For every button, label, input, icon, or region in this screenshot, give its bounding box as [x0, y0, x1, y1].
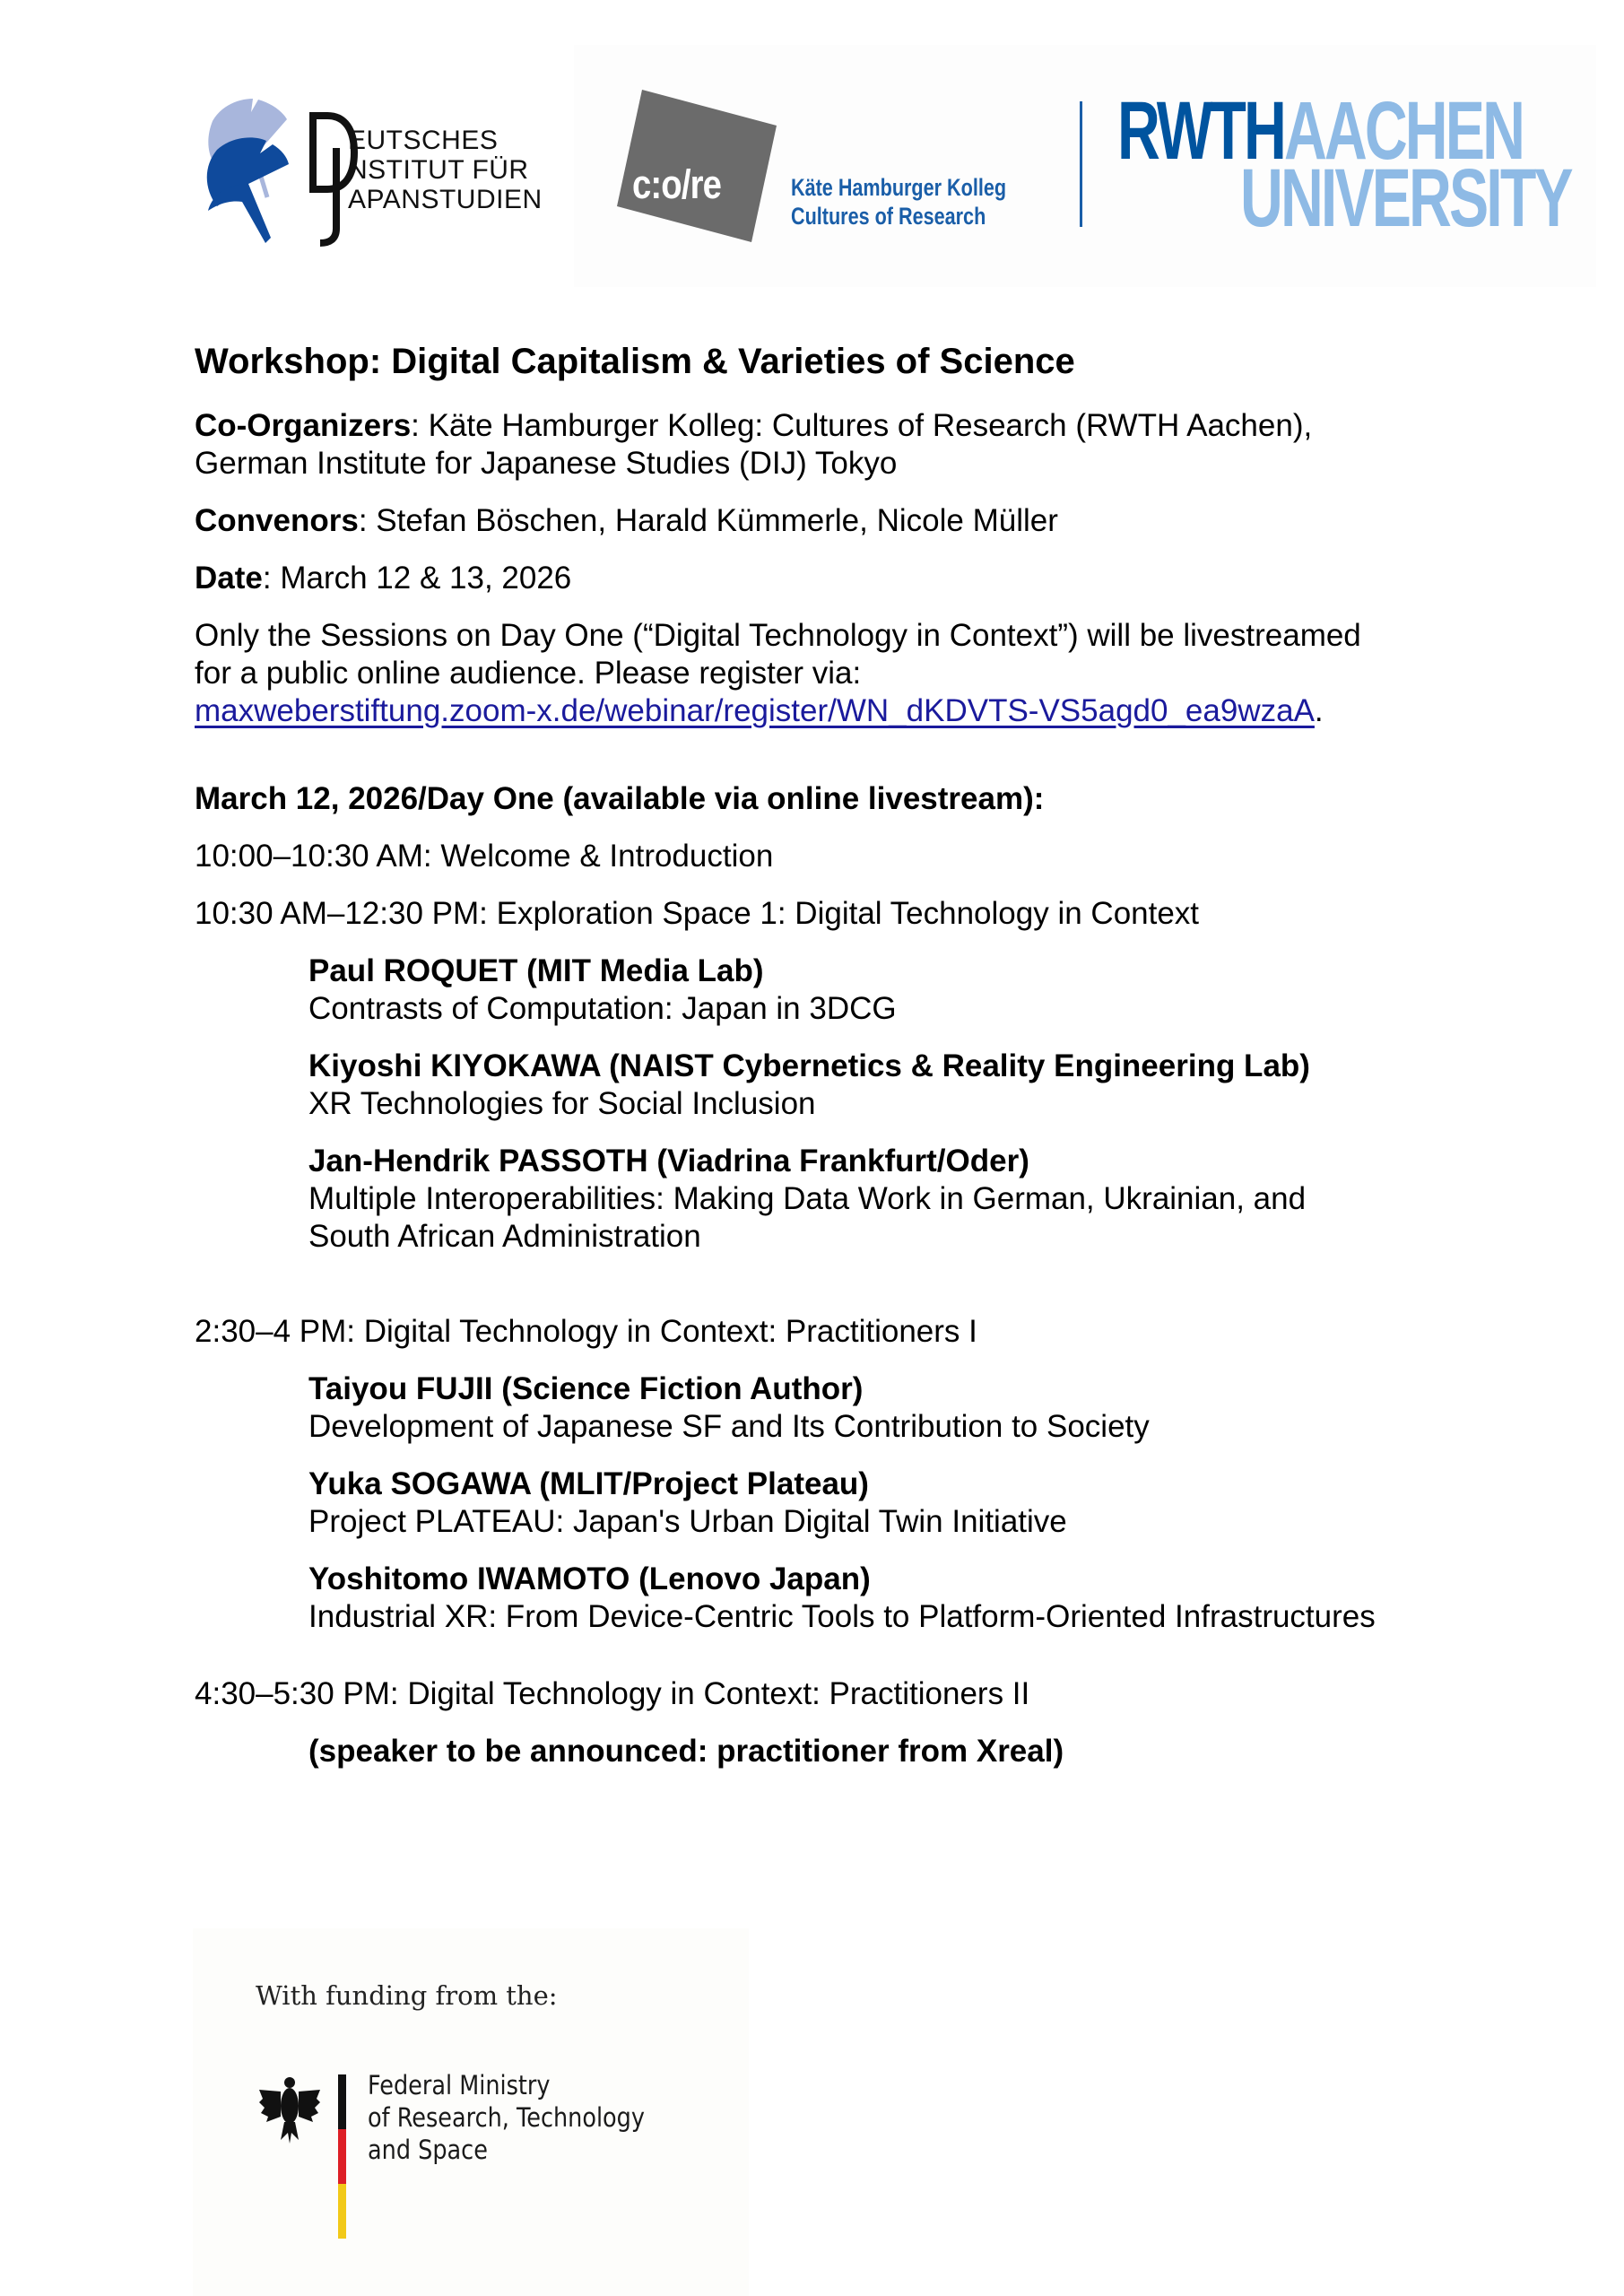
talk-item [308, 1143, 1385, 1256]
page-title: Workshop: Digital Capitalism & Varieties of Science [195, 342, 1075, 381]
livestream-note-line-1: Only the Sessions on Day One (“Digital Technology in Context”) will be livestreamed [195, 618, 1361, 653]
convenors-value: : Stefan Böschen, Harald Kümmerle, Nicole Müller [358, 503, 1058, 538]
dij-wordmark [348, 126, 543, 214]
schedule-slot-welcome: 10:00–10:30 AM: Welcome & Introduction [195, 839, 774, 874]
flag-stripe-red [338, 2129, 346, 2184]
talk-title: Multiple Interoperabilities: Making Data Work in German, Ukrainian, and South African Administration [308, 1181, 1307, 1254]
schedule-slot-practitioners-1: 2:30–4 PM: Digital Technology in Context: Practitioners I [195, 1314, 977, 1349]
event-date [195, 560, 1468, 597]
federal-eagle-icon [257, 2072, 322, 2145]
talk-speaker: Yoshitomo IWAMOTO (Lenovo Japan) [308, 1561, 871, 1596]
co-organizers [195, 407, 1468, 483]
registration-link[interactable]: maxweberstiftung.zoom-x.de/webinar/register/WN_dKDVTS-VS5agd0_ea9wzaA [195, 693, 1315, 728]
talk-title: XR Technologies for Social Inclusion [308, 1086, 816, 1121]
co-organizers-value-1: : Käte Hamburger Kolleg: Cultures of Research (RWTH Aachen), [411, 408, 1313, 443]
co-organizers-value-2: German Institute for Japanese Studies (DIJ) Tokyo [195, 446, 898, 481]
dij-line-3: APANSTUDIEN [348, 185, 543, 214]
talk-speaker: Taiyou FUJII (Science Fiction Author) [308, 1371, 864, 1406]
convenors [195, 502, 1468, 540]
talk-speaker: Jan-Hendrik PASSOTH (Viadrina Frankfurt/Oder) [308, 1144, 1029, 1178]
talk-title: Project PLATEAU: Japan's Urban Digital Twin Initiative [308, 1504, 1067, 1539]
document-body [195, 339, 1468, 1770]
german-flag-bar [338, 2074, 346, 2239]
funding-block [193, 1928, 749, 2296]
rwth-light-text: AACHEN [1283, 85, 1524, 177]
dij-line-1: EUTSCHES [348, 126, 499, 155]
rwth-wordmark-line-2: UNIVERSITY [1240, 152, 1571, 244]
khk-line-2: Cultures of Research [791, 203, 986, 230]
talk-speaker: Yuka SOGAWA (MLIT/Project Plateau) [308, 1466, 869, 1501]
ministry-line-2: of Research, Technology [368, 2102, 645, 2133]
speaker-tba-note: (speaker to be announced: practitioner from Xreal) [308, 1734, 1064, 1769]
rwth-dark-text: RWTH [1117, 85, 1284, 177]
logo-header [0, 0, 1624, 296]
co-organizers-label: Co-Organizers [195, 408, 412, 443]
ministry-name [368, 2069, 645, 2166]
talk-item [308, 1370, 1468, 1446]
logo-divider [1080, 101, 1082, 227]
flag-stripe-black [338, 2074, 346, 2129]
convenors-label: Convenors [195, 503, 359, 538]
livestream-note-line-2: for a public online audience. Please register via: [195, 656, 862, 691]
talk-item [308, 952, 1468, 1028]
talk-title: Industrial XR: From Device-Centric Tools to Platform-Oriented Infrastructures [308, 1599, 1376, 1634]
dij-line-2: NSTITUT FÜR [348, 155, 529, 185]
talk-item [308, 1561, 1468, 1636]
ministry-line-3: and Space [368, 2135, 488, 2165]
day-one-heading: March 12, 2026/Day One (available via online livestream): [195, 781, 1045, 816]
talk-speaker: Paul ROQUET (MIT Media Lab) [308, 953, 764, 988]
khk-line-1: Käte Hamburger Kolleg [791, 174, 1007, 201]
date-value: : March 12 & 13, 2026 [262, 561, 572, 596]
ministry-line-1: Federal Ministry [368, 2070, 551, 2100]
livestream-note [195, 617, 1468, 730]
date-label: Date [195, 561, 263, 596]
schedule-slot-practitioners-2: 4:30–5:30 PM: Digital Technology in Context: Practitioners II [195, 1676, 1030, 1711]
talk-item [308, 1048, 1468, 1123]
link-suffix: . [1314, 693, 1324, 728]
core-logo-label: c:o/re [632, 161, 722, 207]
talk-title: Contrasts of Computation: Japan in 3DCG [308, 991, 897, 1026]
ginkgo-leaf-icon [199, 94, 298, 247]
funding-label: With funding from the: [256, 1980, 558, 2011]
schedule-slot-exploration-space: 10:30 AM–12:30 PM: Exploration Space 1: Digital Technology in Context [195, 896, 1200, 931]
khk-wordmark [791, 173, 1006, 230]
talk-title: Development of Japanese SF and Its Contribution to Society [308, 1409, 1150, 1444]
flag-stripe-gold [338, 2184, 346, 2239]
talk-speaker: Kiyoshi KIYOKAWA (NAIST Cybernetics & Reality Engineering Lab) [308, 1048, 1310, 1083]
talk-item [308, 1465, 1468, 1541]
